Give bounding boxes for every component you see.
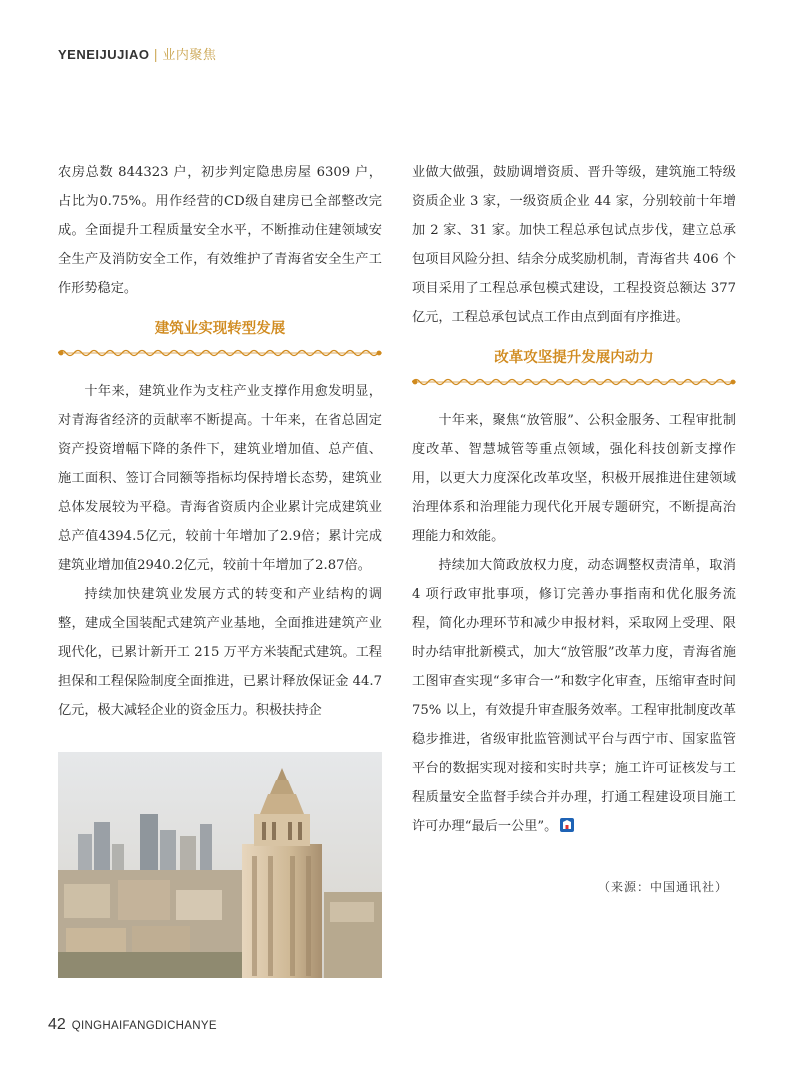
left-intro-paragraph: 农房总数 844323 户，初步判定隐患房屋 6309 户，占比为0.75%。用作经营的CD级自建房已全部整改完成。全面提升工程质量安全水平，不断推动住建领域安全生产及消防安全工作，有效维护了青海省安全生产工作形势稳定。: [58, 165, 382, 296]
right-column: [412, 158, 736, 841]
article-end-logo-icon: [559, 817, 575, 833]
section-heading-title: 改革攻坚提升发展内动力: [494, 350, 654, 366]
header-brand: YENEIJUJIAO: [58, 47, 150, 62]
page-number: 42: [48, 1016, 66, 1033]
right-intro-paragraph: 业做大做强，鼓励调增资质、晋升等级，建筑施工特级资质企业 3 家，一级资质企业 44 家，分别较前十年增加 2 家、31 家。加快工程总承包试点步伐，建立总承包项目风险分担、结余分成奖励机制，青海省共 406 个项目采用了工程总承包模式建设，工程投资总额达 377 亿元，工程总承包试点工作由点到面有序推进。: [412, 165, 736, 325]
right-paragraph-2-text: 持续加大简政放权力度，动态调整权责清单，取消 4 项行政审批事项，修订完善办事指南和优化服务流程，简化办理环节和减少申报材料，采取网上受理、限时办结审批新模式，加大“放管服”改革力度，青海省施工图审查实现“多审合一”和数字化审查，压缩审查时间 75% 以上，有效提升审查服务效率。工程审批制度改革稳步推进，省级审批监管测试平台与西宁市、国家监管平台的数据实现对接和实时共享；施工许可证核发与工程质量安全监督手续合并办理，打通工程建设项目施工许可办理“最后一公里”。: [412, 558, 736, 834]
section-heading-title: 建筑业实现转型发展: [154, 321, 286, 337]
article-source: （来源：中国通讯社）: [598, 880, 729, 894]
magazine-name: QINGHAIFANGDICHANYE: [71, 1020, 217, 1032]
wave-ornament-icon: [58, 347, 382, 359]
header-separator: |: [153, 48, 159, 63]
wave-ornament-icon: [412, 376, 736, 388]
page-footer: [48, 1014, 217, 1034]
city-skyline-photo: [58, 752, 382, 978]
right-paragraph-1: 十年来，聚焦“放管服”、公积金服务、工程审批制度改革、智慧城管等重点领域，强化科技创新支撑作用，以更大力度深化改革攻坚，积极开展推进住建领域治理体系和治理能力现代化开展专题研究，不断提高治理能力和效能。: [412, 413, 736, 544]
header-section: 业内聚焦: [162, 48, 217, 63]
section-heading-reform: [412, 332, 736, 406]
running-header: [58, 44, 216, 63]
right-paragraph-2: [412, 551, 736, 841]
left-column: [58, 158, 382, 725]
left-paragraph-1: 十年来，建筑业作为支柱产业支撑作用愈发明显，对青海省经济的贡献率不断提高。十年来，在省总固定资产投资增幅下降的条件下，建筑业增加值、总产值、施工面积、签订合同额等指标均保持增长态势，建筑业总体发展较为平稳。青海省资质内企业累计完成建筑业总产值4394.5亿元，较前十年增加了2.9倍；累计完成建筑业增加值2940.2亿元，较前十年增加了2.87倍。: [58, 384, 382, 573]
left-paragraph-2: 持续加快建筑业发展方式的转变和产业结构的调整，建成全国装配式建筑产业基地，全面推进建筑产业现代化，已累计新开工 215 万平方米装配式建筑。工程担保和工程保险制度全面推进，已累计释放保证金 44.7 亿元，极大减轻企业的资金压力。积极扶持企: [58, 587, 382, 718]
section-heading-construction: [58, 303, 382, 377]
